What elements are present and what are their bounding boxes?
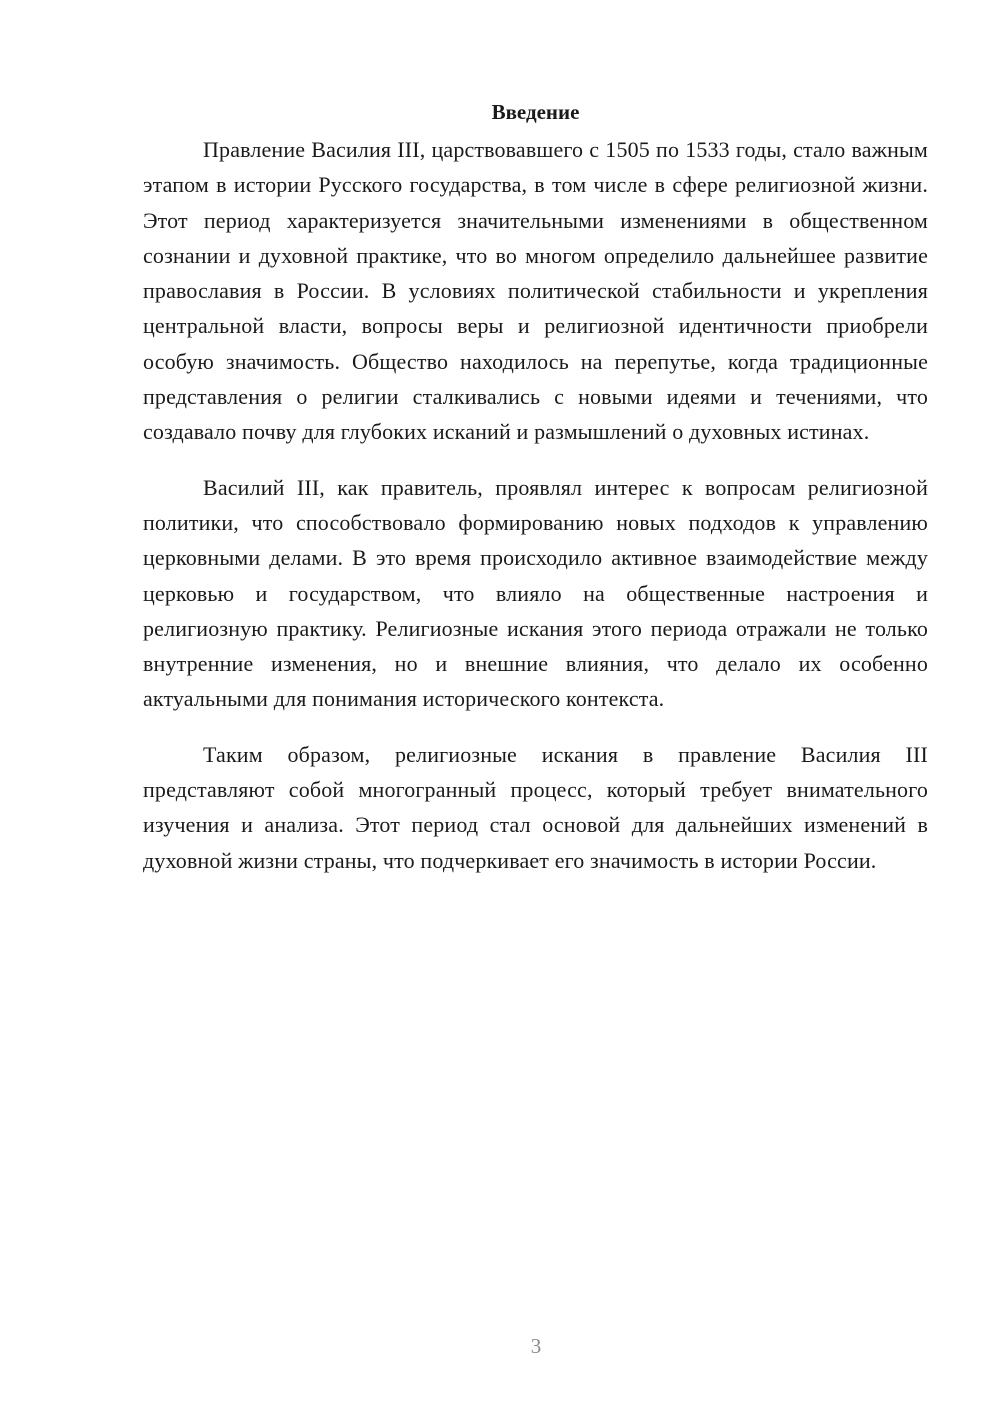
paragraph-3: Таким образом, религиозные искания в правление Василия III представляют собой многогранный процесс, который требует внимательного изучения и анализа. Этот период стал основой для дальнейших изменений в духовной жизни страны, что подчеркивает его значимость в истории России. <box>143 741 928 873</box>
page-number: 3 <box>530 1334 542 1358</box>
page-content <box>143 97 928 898</box>
section-title: Введение <box>491 100 580 124</box>
paragraph-2: Василий III, как правитель, проявлял интерес к вопросам религиозной политики, что способствовало формированию новых подходов к управлению церковными делами. В это время происходило активное взаимодействие между церковью и государством, что влияло на общественные настроения и религиозную практику. Религиозные искания этого периода отражали не только внутренние изменения, но и внешние влияния, что делало их особенно актуальными для понимания исторического контекста. <box>143 474 928 712</box>
paragraph-1: Правление Василия III, царствовавшего с 1505 по 1533 годы, стало важным этапом в истории Русского государства, в том числе в сфере религиозной жизни. Этот период характеризуется значительными изменениями в общественном сознании и духовной практике, что во многом определило дальнейшее развитие православия в России. В условиях политической стабильности и укрепления центральной власти, вопросы веры и религиозной идентичности приобрели особую значимость. Общество находилось на перепутье, когда традиционные представления о религии сталкивались с новыми идеями и течениями, что создавало почву для глубоких исканий и размышлений о духовных истинах. <box>143 137 928 445</box>
